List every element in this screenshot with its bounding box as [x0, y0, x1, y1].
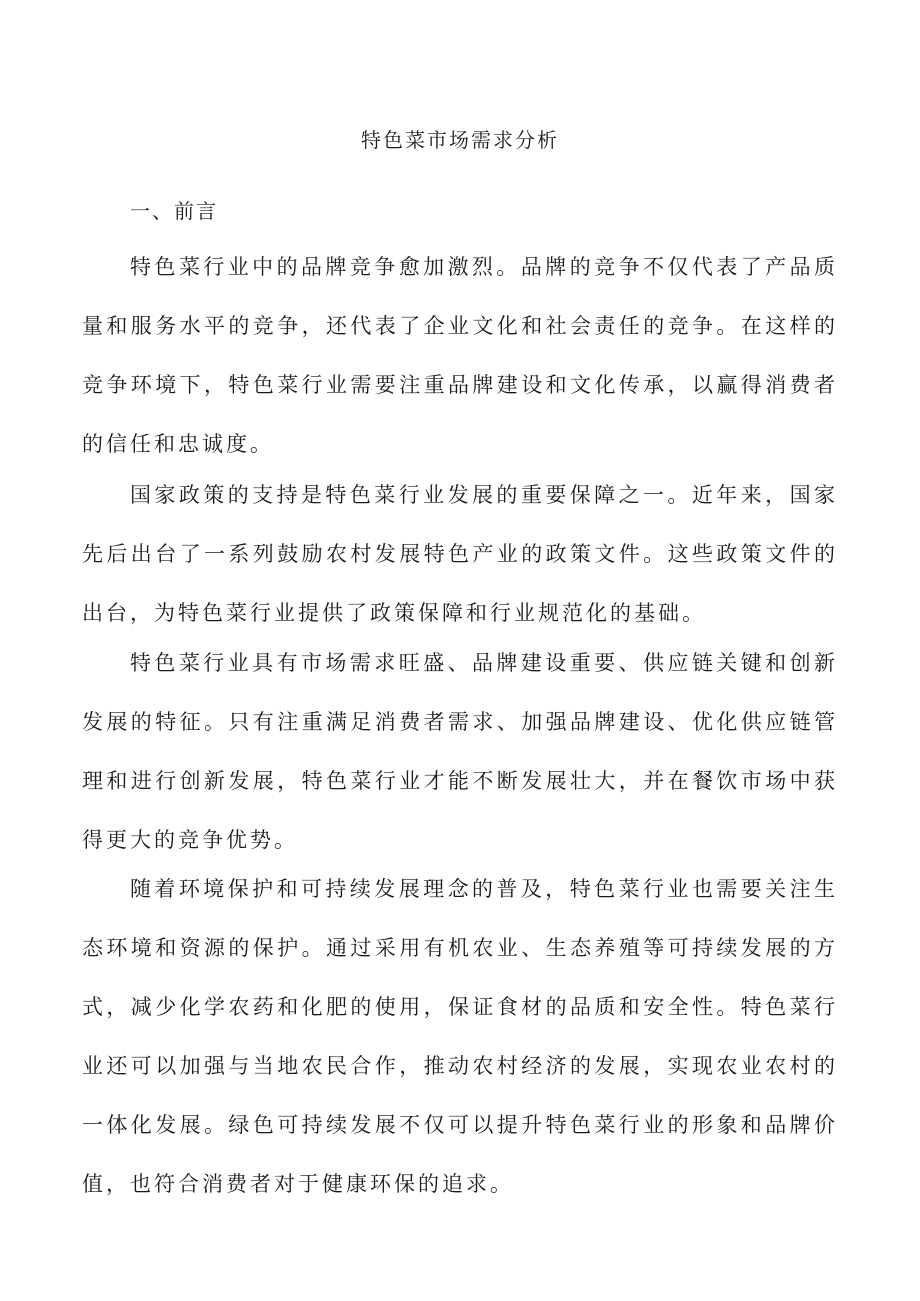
- paragraph-sustainable-development: 随着环境保护和可持续发展理念的普及，特色菜行业也需要关注生态环境和资源的保护。通过采用有机农业、生态养殖等可持续发展的方式，减少化学农药和化肥的使用，保证食材的品质和安全性。特色菜行业还可以加强与当地农民合作，推动农村经济的发展，实现农业农村的一体化发展。绿色可持续发展不仅可以提升特色菜行业的形象和品牌价值，也符合消费者对于健康环保的追求。: [82, 877, 838, 1196]
- paragraph-policy-support: 国家政策的支持是特色菜行业发展的重要保障之一。近年来，国家先后出台了一系列鼓励农村发展特色产业的政策文件。这些政策文件的出台，为特色菜行业提供了政策保障和行业规范化的基础。: [82, 483, 838, 625]
- paragraph-brand-competition: 特色菜行业中的品牌竞争愈加激烈。品牌的竞争不仅代表了产品质量和服务水平的竞争，还代表了企业文化和社会责任的竞争。在这样的竞争环境下，特色菜行业需要注重品牌建设和文化传承，以赢得消费者的信任和忠诚度。: [82, 255, 838, 456]
- paragraph-industry-features: 特色菜行业具有市场需求旺盛、品牌建设重要、供应链关键和创新发展的特征。只有注重满足消费者需求、加强品牌建设、优化供应链管理和进行创新发展，特色菜行业才能不断发展壮大，并在餐饮市场中获得更大的竞争优势。: [82, 651, 838, 852]
- section-heading: 一、前言: [130, 199, 218, 223]
- page-title: 特色菜市场需求分析: [361, 128, 559, 152]
